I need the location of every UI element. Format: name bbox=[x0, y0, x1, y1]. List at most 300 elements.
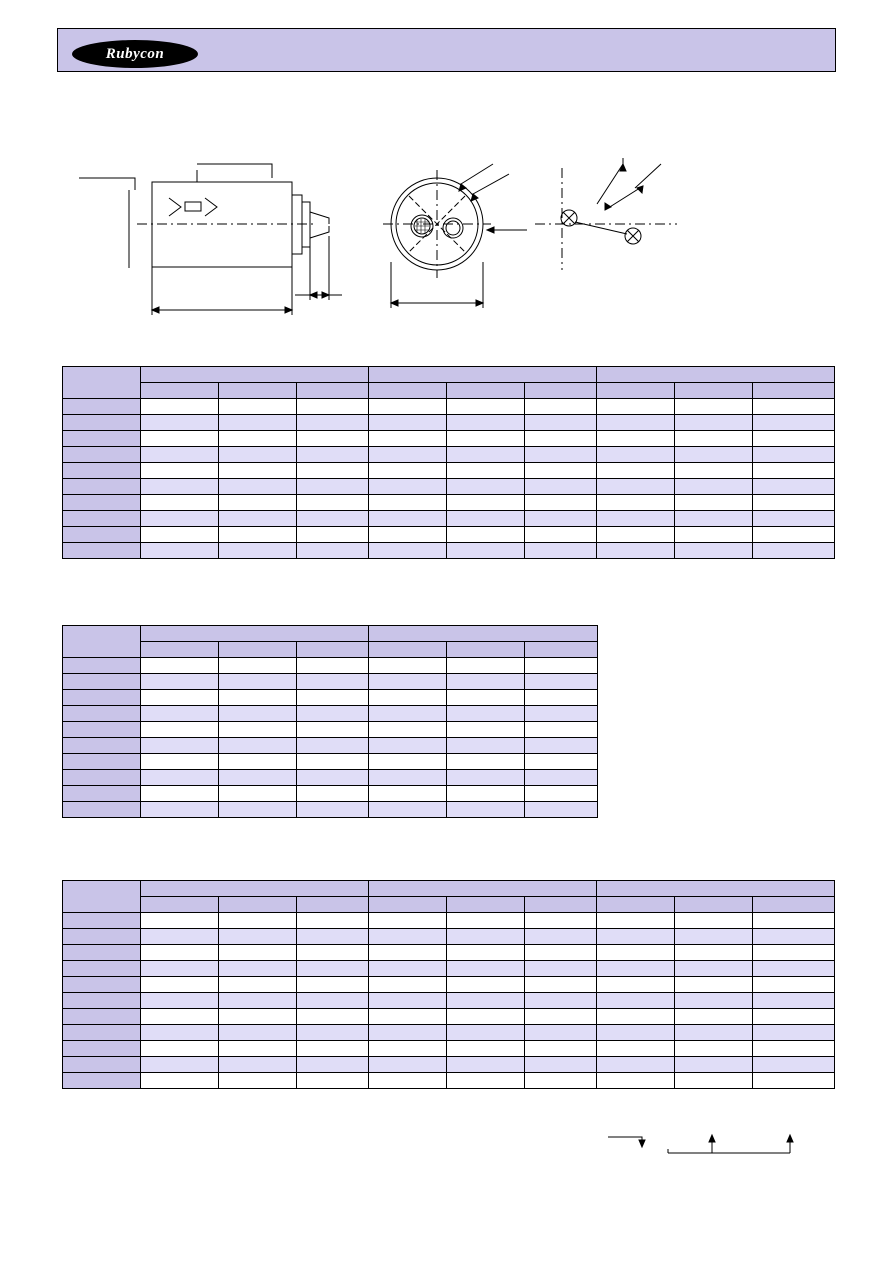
table-row bbox=[63, 770, 598, 786]
t3-col-header bbox=[369, 897, 447, 913]
table-cell bbox=[141, 945, 219, 961]
t1-row-label bbox=[63, 479, 141, 495]
table-cell bbox=[675, 527, 753, 543]
table-row bbox=[63, 754, 598, 770]
table-row bbox=[63, 690, 598, 706]
table-cell bbox=[597, 415, 675, 431]
table-cell bbox=[447, 977, 525, 993]
table-cell bbox=[525, 945, 597, 961]
table-cell bbox=[369, 802, 447, 818]
table-cell bbox=[369, 1041, 447, 1057]
table-cell bbox=[525, 690, 598, 706]
t2-row-label bbox=[63, 786, 141, 802]
table-cell bbox=[141, 399, 219, 415]
table-cell bbox=[141, 415, 219, 431]
table-cell bbox=[141, 977, 219, 993]
table-cell bbox=[141, 722, 219, 738]
table-row bbox=[63, 399, 835, 415]
table-cell bbox=[219, 993, 297, 1009]
table-cell bbox=[219, 706, 297, 722]
table-cell bbox=[369, 770, 447, 786]
t1-col-header bbox=[141, 383, 219, 399]
t2-group-header-2 bbox=[369, 626, 598, 642]
table-cell bbox=[297, 738, 369, 754]
t1-col-header bbox=[297, 383, 369, 399]
table-cell bbox=[141, 961, 219, 977]
table-cell bbox=[597, 993, 675, 1009]
table-cell bbox=[525, 706, 598, 722]
table-cell bbox=[141, 786, 219, 802]
table-cell bbox=[219, 1057, 297, 1073]
table-cell bbox=[525, 1009, 597, 1025]
table-cell bbox=[447, 722, 525, 738]
table-cell bbox=[597, 1073, 675, 1089]
table-cell bbox=[219, 977, 297, 993]
table-cell bbox=[219, 447, 297, 463]
table-cell bbox=[297, 399, 369, 415]
table-row bbox=[63, 945, 835, 961]
table-cell bbox=[597, 463, 675, 479]
table-cell bbox=[141, 802, 219, 818]
table-cell bbox=[525, 754, 598, 770]
table-cell bbox=[297, 543, 369, 559]
table-cell bbox=[525, 463, 597, 479]
table-cell bbox=[369, 977, 447, 993]
table-cell bbox=[525, 1073, 597, 1089]
table-cell bbox=[525, 543, 597, 559]
t3-row-label bbox=[63, 1009, 141, 1025]
table-cell bbox=[369, 722, 447, 738]
table-cell bbox=[597, 511, 675, 527]
table-cell bbox=[219, 945, 297, 961]
table-cell bbox=[675, 945, 753, 961]
table-cell bbox=[525, 479, 597, 495]
table-cell bbox=[141, 1041, 219, 1057]
t1-row-label bbox=[63, 415, 141, 431]
table-cell bbox=[219, 399, 297, 415]
table-row bbox=[63, 786, 598, 802]
table-cell bbox=[297, 1057, 369, 1073]
table-cell bbox=[141, 543, 219, 559]
table-cell bbox=[447, 754, 525, 770]
t1-col-header bbox=[447, 383, 525, 399]
table-row bbox=[63, 543, 835, 559]
table-cell bbox=[447, 447, 525, 463]
table-cell bbox=[597, 495, 675, 511]
table-cell bbox=[675, 1057, 753, 1073]
table-row bbox=[63, 1073, 835, 1089]
table-cell bbox=[141, 1057, 219, 1073]
table-cell bbox=[141, 463, 219, 479]
table-cell bbox=[525, 495, 597, 511]
table-cell bbox=[675, 463, 753, 479]
table-cell bbox=[141, 511, 219, 527]
table-cell bbox=[219, 415, 297, 431]
table-cell bbox=[525, 1057, 597, 1073]
table-cell bbox=[297, 802, 369, 818]
table-cell bbox=[369, 786, 447, 802]
t3-col-header bbox=[219, 897, 297, 913]
t1-row-label bbox=[63, 511, 141, 527]
t1-col-header bbox=[597, 383, 675, 399]
t1-row-label bbox=[63, 463, 141, 479]
table-cell bbox=[525, 993, 597, 1009]
t3-group-header-3 bbox=[597, 881, 835, 897]
table-cell bbox=[219, 1073, 297, 1089]
t2-corner-cell bbox=[63, 626, 141, 658]
table-cell bbox=[525, 770, 598, 786]
table-cell bbox=[753, 415, 835, 431]
table-cell bbox=[297, 929, 369, 945]
t3-col-header bbox=[525, 897, 597, 913]
t1-row-label bbox=[63, 543, 141, 559]
table-cell bbox=[219, 527, 297, 543]
t1-col-header bbox=[219, 383, 297, 399]
t2-col-header bbox=[525, 642, 598, 658]
table-cell bbox=[297, 1041, 369, 1057]
table-cell bbox=[447, 913, 525, 929]
table-cell bbox=[753, 527, 835, 543]
table-cell bbox=[753, 961, 835, 977]
table-cell bbox=[525, 786, 598, 802]
table-cell bbox=[447, 802, 525, 818]
t2-row-label bbox=[63, 802, 141, 818]
table-cell bbox=[447, 929, 525, 945]
t2-col-header bbox=[447, 642, 525, 658]
table-cell bbox=[297, 722, 369, 738]
rubycon-logo-text: Rubycon bbox=[105, 45, 165, 62]
table-cell bbox=[597, 1057, 675, 1073]
table-cell bbox=[141, 738, 219, 754]
table-cell bbox=[447, 415, 525, 431]
table-cell bbox=[219, 431, 297, 447]
table-cell bbox=[447, 658, 525, 674]
table-cell bbox=[447, 1057, 525, 1073]
table-cell bbox=[141, 527, 219, 543]
table-cell bbox=[297, 786, 369, 802]
table-row bbox=[63, 738, 598, 754]
table-cell bbox=[141, 479, 219, 495]
dimensions-table-1 bbox=[62, 366, 835, 559]
t2-col-header bbox=[369, 642, 447, 658]
table-cell bbox=[753, 1009, 835, 1025]
table-row bbox=[63, 1009, 835, 1025]
table-cell bbox=[297, 658, 369, 674]
t2-row-label bbox=[63, 690, 141, 706]
table-cell bbox=[525, 738, 598, 754]
t3-row-label bbox=[63, 1057, 141, 1073]
table-cell bbox=[675, 1073, 753, 1089]
table-cell bbox=[369, 738, 447, 754]
table-cell bbox=[597, 913, 675, 929]
table-cell bbox=[447, 543, 525, 559]
t3-group-header-1 bbox=[141, 881, 369, 897]
table-cell bbox=[525, 527, 597, 543]
table-cell bbox=[141, 929, 219, 945]
table-row bbox=[63, 447, 835, 463]
table-row bbox=[63, 706, 598, 722]
table-cell bbox=[369, 913, 447, 929]
t3-row-label bbox=[63, 929, 141, 945]
dimensions-table-2 bbox=[62, 625, 598, 818]
table-cell bbox=[141, 1009, 219, 1025]
table-cell bbox=[447, 511, 525, 527]
table-cell bbox=[675, 543, 753, 559]
table-cell bbox=[369, 945, 447, 961]
table-cell bbox=[369, 1057, 447, 1073]
table-cell bbox=[675, 1041, 753, 1057]
table-cell bbox=[753, 447, 835, 463]
table-cell bbox=[219, 961, 297, 977]
table-cell bbox=[297, 1009, 369, 1025]
t1-group-header-1 bbox=[141, 367, 369, 383]
table-cell bbox=[141, 706, 219, 722]
table-row bbox=[63, 527, 835, 543]
table-cell bbox=[597, 431, 675, 447]
table-cell bbox=[525, 802, 598, 818]
table-cell bbox=[369, 929, 447, 945]
rubycon-logo bbox=[72, 40, 198, 68]
table-cell bbox=[141, 754, 219, 770]
table-cell bbox=[447, 527, 525, 543]
table-cell bbox=[297, 511, 369, 527]
dimensions-table-3 bbox=[62, 880, 835, 1089]
table-cell bbox=[753, 479, 835, 495]
table-cell bbox=[447, 1009, 525, 1025]
table-cell bbox=[675, 929, 753, 945]
capacitor-outline-drawing bbox=[57, 150, 697, 340]
table-cell bbox=[675, 993, 753, 1009]
table-cell bbox=[447, 463, 525, 479]
table-cell bbox=[753, 993, 835, 1009]
table-cell bbox=[219, 786, 297, 802]
table-cell bbox=[525, 1041, 597, 1057]
t1-col-header bbox=[525, 383, 597, 399]
table-row bbox=[63, 674, 598, 690]
table-row bbox=[63, 1025, 835, 1041]
table-cell bbox=[525, 674, 598, 690]
table-row bbox=[63, 977, 835, 993]
table-cell bbox=[675, 977, 753, 993]
table-cell bbox=[675, 495, 753, 511]
table-cell bbox=[597, 1009, 675, 1025]
table-cell bbox=[447, 399, 525, 415]
t1-row-label bbox=[63, 431, 141, 447]
table-row bbox=[63, 511, 835, 527]
table-cell bbox=[675, 447, 753, 463]
table-cell bbox=[141, 674, 219, 690]
t3-row-label bbox=[63, 945, 141, 961]
table-cell bbox=[219, 913, 297, 929]
table-cell bbox=[297, 431, 369, 447]
table-cell bbox=[219, 543, 297, 559]
table-cell bbox=[597, 479, 675, 495]
table-cell bbox=[753, 511, 835, 527]
table-cell bbox=[219, 658, 297, 674]
table-cell bbox=[219, 479, 297, 495]
table-cell bbox=[447, 706, 525, 722]
table-cell bbox=[447, 674, 525, 690]
table-cell bbox=[753, 977, 835, 993]
table-cell bbox=[369, 495, 447, 511]
table-cell bbox=[525, 511, 597, 527]
t3-group-header-2 bbox=[369, 881, 597, 897]
table-cell bbox=[369, 415, 447, 431]
t3-row-label bbox=[63, 993, 141, 1009]
table-cell bbox=[219, 674, 297, 690]
table-cell bbox=[369, 706, 447, 722]
t2-row-label bbox=[63, 706, 141, 722]
table-cell bbox=[297, 993, 369, 1009]
table-cell bbox=[675, 961, 753, 977]
table-cell bbox=[219, 929, 297, 945]
table-cell bbox=[525, 658, 598, 674]
t2-row-label bbox=[63, 738, 141, 754]
table-row bbox=[63, 961, 835, 977]
t3-col-header bbox=[597, 897, 675, 913]
table-cell bbox=[297, 527, 369, 543]
table-cell bbox=[369, 674, 447, 690]
table-cell bbox=[447, 690, 525, 706]
table-cell bbox=[369, 399, 447, 415]
table-row bbox=[63, 495, 835, 511]
t1-corner-cell bbox=[63, 367, 141, 399]
table-cell bbox=[597, 977, 675, 993]
table-cell bbox=[447, 1073, 525, 1089]
t2-group-header-1 bbox=[141, 626, 369, 642]
table-cell bbox=[447, 1025, 525, 1041]
table-cell bbox=[297, 706, 369, 722]
table-cell bbox=[297, 463, 369, 479]
table-cell bbox=[369, 1025, 447, 1041]
table-cell bbox=[753, 1025, 835, 1041]
table-cell bbox=[297, 977, 369, 993]
table-cell bbox=[369, 511, 447, 527]
table-cell bbox=[753, 495, 835, 511]
table-cell bbox=[447, 479, 525, 495]
table-cell bbox=[219, 495, 297, 511]
t2-row-label bbox=[63, 658, 141, 674]
table-cell bbox=[219, 738, 297, 754]
table-cell bbox=[369, 479, 447, 495]
table-cell bbox=[447, 961, 525, 977]
table-cell bbox=[369, 690, 447, 706]
table-cell bbox=[525, 929, 597, 945]
table-cell bbox=[447, 993, 525, 1009]
table-cell bbox=[369, 447, 447, 463]
t3-col-header bbox=[297, 897, 369, 913]
table-cell bbox=[219, 463, 297, 479]
table-cell bbox=[675, 399, 753, 415]
table-cell bbox=[753, 1041, 835, 1057]
table-cell bbox=[597, 929, 675, 945]
table-cell bbox=[597, 945, 675, 961]
table-cell bbox=[219, 1009, 297, 1025]
table-cell bbox=[525, 399, 597, 415]
table-cell bbox=[141, 690, 219, 706]
table-cell bbox=[753, 463, 835, 479]
table-cell bbox=[597, 1041, 675, 1057]
table-cell bbox=[219, 1041, 297, 1057]
t2-row-label bbox=[63, 754, 141, 770]
table-cell bbox=[597, 543, 675, 559]
table-cell bbox=[141, 770, 219, 786]
table-cell bbox=[297, 479, 369, 495]
table-cell bbox=[297, 961, 369, 977]
table-row bbox=[63, 658, 598, 674]
t1-row-label bbox=[63, 495, 141, 511]
table-cell bbox=[525, 977, 597, 993]
t1-group-header-2 bbox=[369, 367, 597, 383]
t3-corner-cell bbox=[63, 881, 141, 913]
footnote-arrows bbox=[600, 1125, 840, 1165]
t2-row-label bbox=[63, 674, 141, 690]
t2-row-label bbox=[63, 722, 141, 738]
table-row bbox=[63, 929, 835, 945]
table-cell bbox=[525, 913, 597, 929]
t3-row-label bbox=[63, 977, 141, 993]
table-cell bbox=[447, 495, 525, 511]
t3-col-header bbox=[141, 897, 219, 913]
table-cell bbox=[369, 543, 447, 559]
table-cell bbox=[219, 722, 297, 738]
table-cell bbox=[297, 913, 369, 929]
table-cell bbox=[675, 511, 753, 527]
table-cell bbox=[447, 786, 525, 802]
t1-row-label bbox=[63, 447, 141, 463]
table-cell bbox=[297, 447, 369, 463]
table-cell bbox=[141, 913, 219, 929]
table-cell bbox=[219, 754, 297, 770]
t1-group-header-3 bbox=[597, 367, 835, 383]
table-row bbox=[63, 463, 835, 479]
table-cell bbox=[753, 399, 835, 415]
table-row bbox=[63, 415, 835, 431]
t1-col-header bbox=[675, 383, 753, 399]
t1-col-header bbox=[369, 383, 447, 399]
t2-col-header bbox=[297, 642, 369, 658]
table-cell bbox=[753, 913, 835, 929]
table-cell bbox=[219, 770, 297, 786]
table-cell bbox=[297, 415, 369, 431]
table-row bbox=[63, 913, 835, 929]
table-cell bbox=[597, 399, 675, 415]
table-cell bbox=[525, 431, 597, 447]
table-cell bbox=[675, 1009, 753, 1025]
table-cell bbox=[597, 447, 675, 463]
table-cell bbox=[297, 495, 369, 511]
table-cell bbox=[597, 1025, 675, 1041]
table-cell bbox=[141, 993, 219, 1009]
table-cell bbox=[141, 1025, 219, 1041]
table-cell bbox=[525, 722, 598, 738]
table-cell bbox=[525, 961, 597, 977]
table-cell bbox=[753, 1073, 835, 1089]
table-cell bbox=[219, 511, 297, 527]
t3-col-header bbox=[753, 897, 835, 913]
table-cell bbox=[447, 945, 525, 961]
t3-row-label bbox=[63, 961, 141, 977]
table-cell bbox=[447, 1041, 525, 1057]
table-row bbox=[63, 431, 835, 447]
t3-col-header bbox=[675, 897, 753, 913]
table-cell bbox=[753, 929, 835, 945]
table-cell bbox=[753, 945, 835, 961]
table-cell bbox=[675, 431, 753, 447]
table-row bbox=[63, 1057, 835, 1073]
table-cell bbox=[369, 431, 447, 447]
t3-row-label bbox=[63, 1025, 141, 1041]
